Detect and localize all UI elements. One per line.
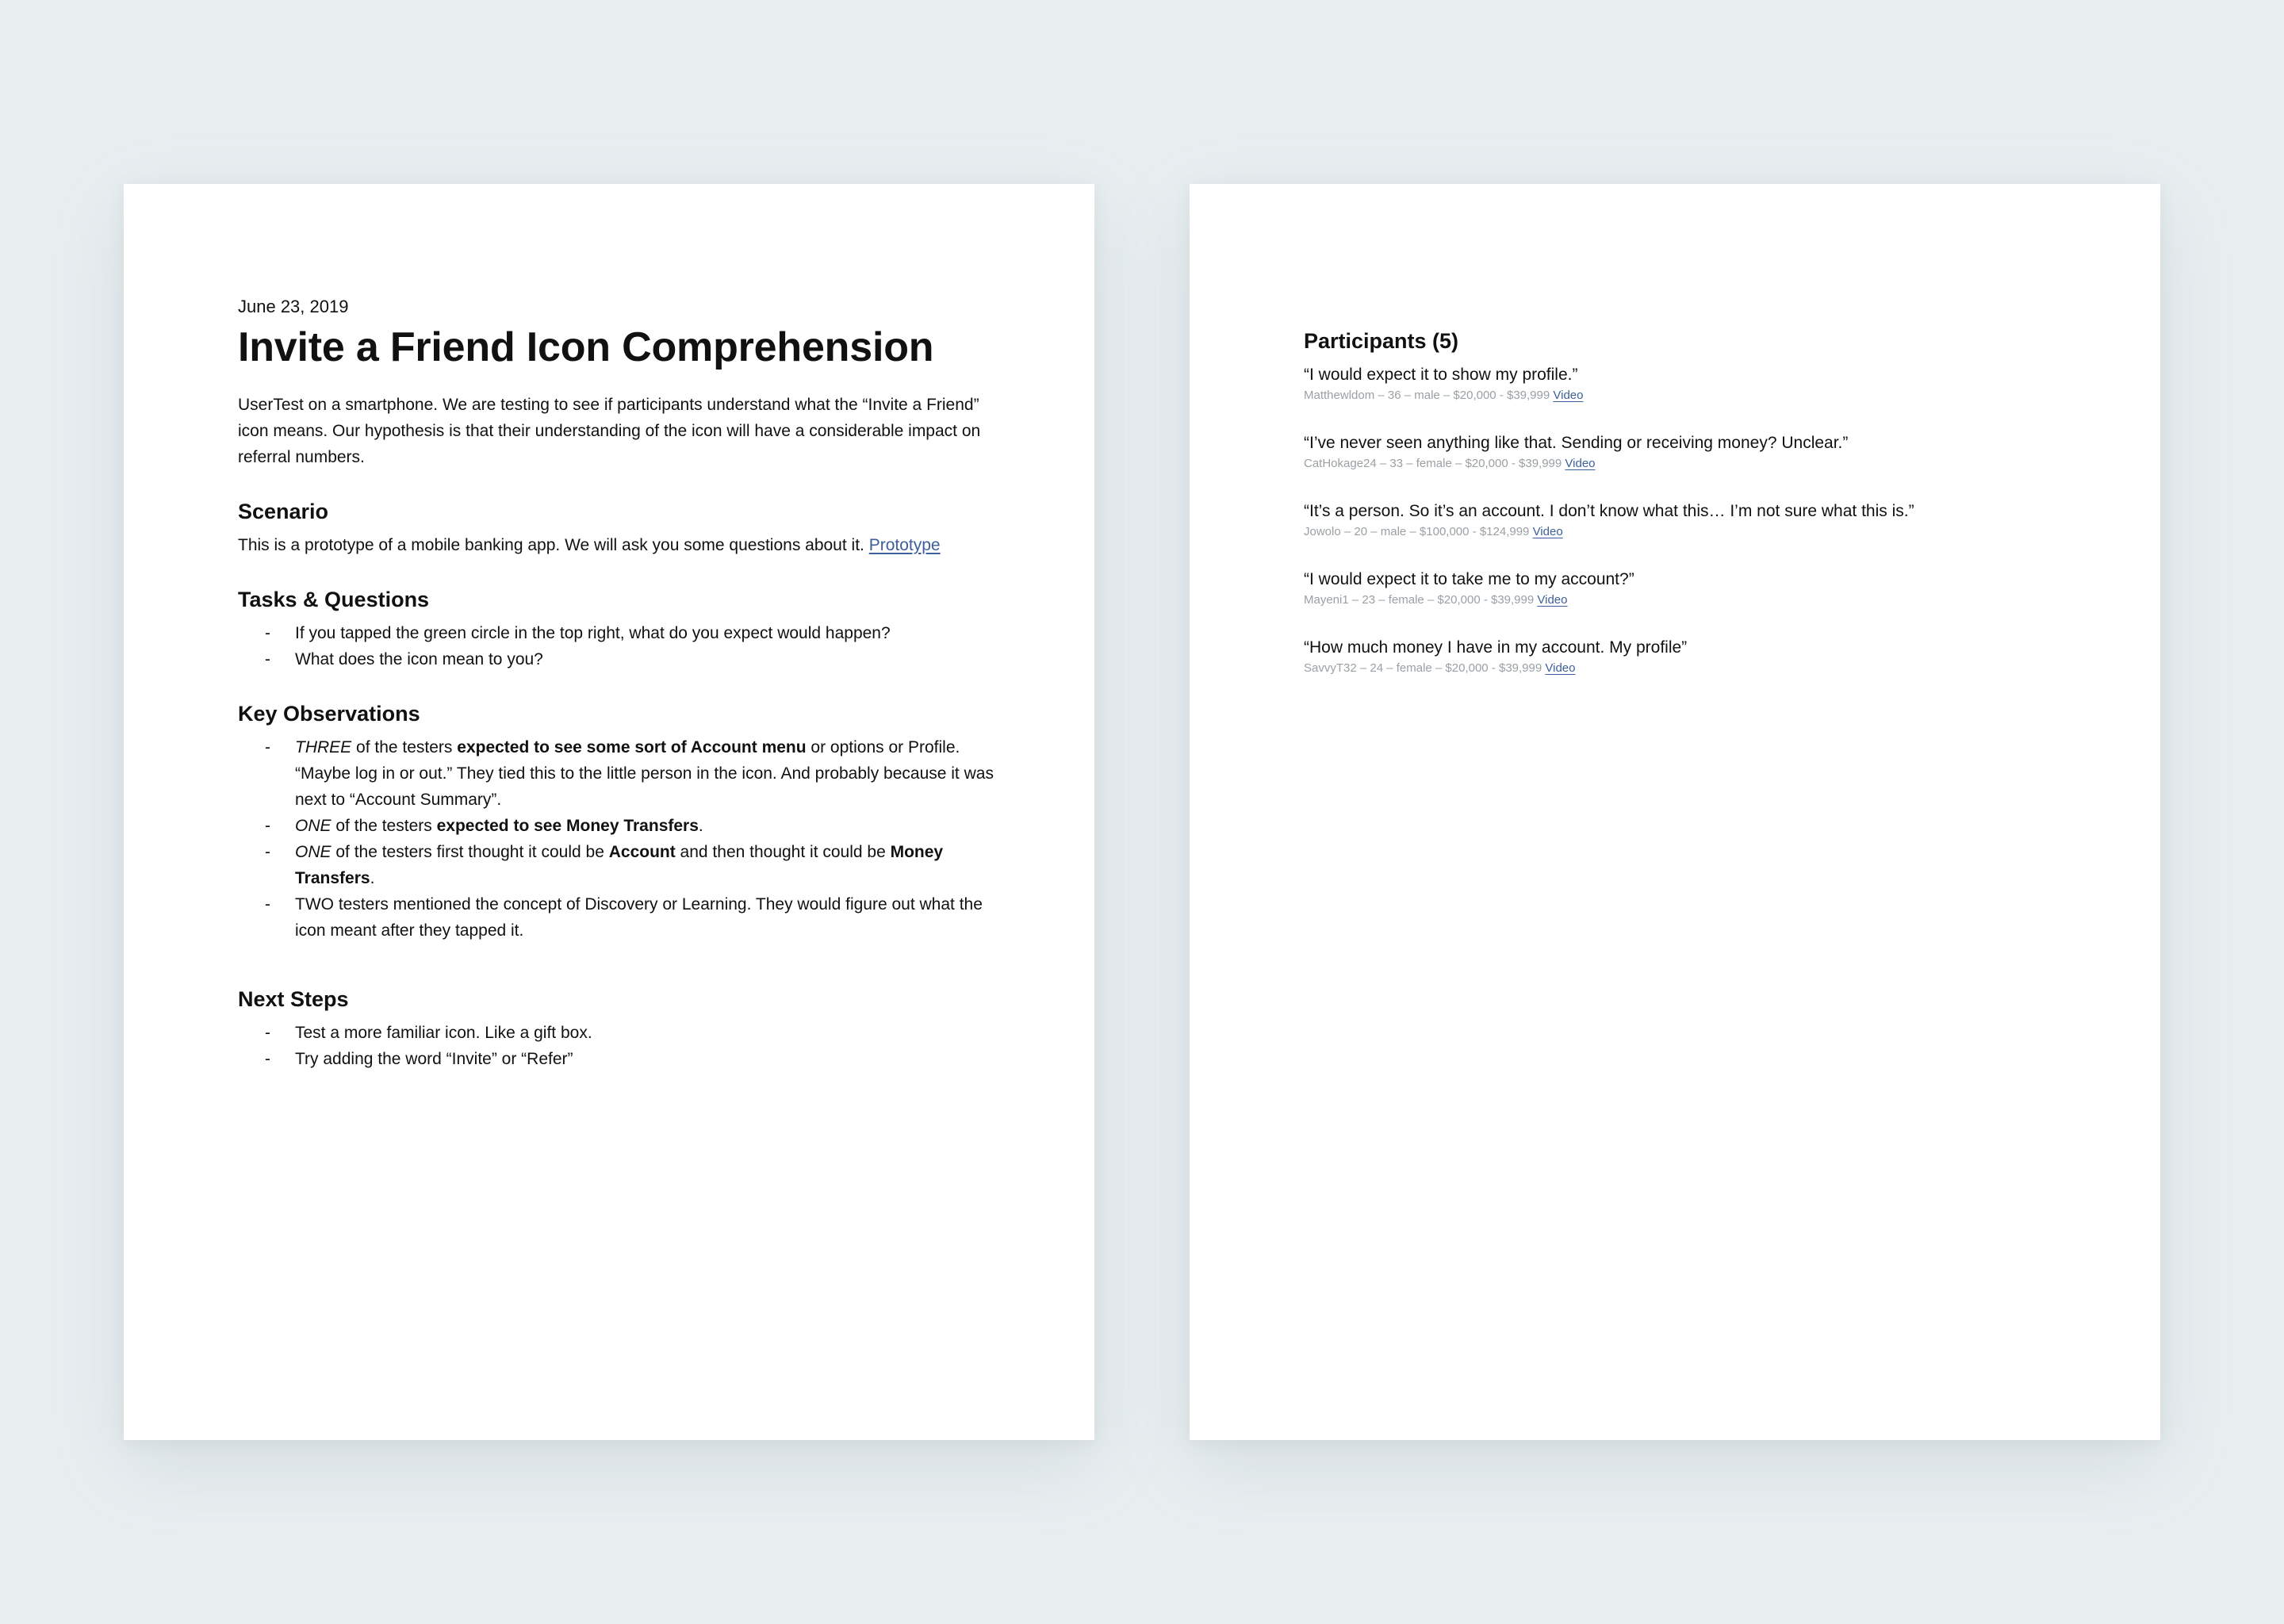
observation-highlight: Account (608, 843, 676, 861)
participant-quote: “I’ve never seen anything like that. Sending or receiving money? Unclear.” (1304, 434, 1849, 452)
participant-details: Mayeni1 – 23 – female – $20,000 - $39,999 (1304, 593, 1535, 607)
observation-highlight: expected to see Money Transfers (436, 817, 699, 835)
observation-highlight: Money Transfers (295, 843, 944, 887)
participants-content (1304, 327, 2065, 704)
observations-list (238, 734, 999, 944)
list-item (238, 813, 999, 839)
tasks-heading: Tasks & Questions (238, 588, 430, 611)
observation-count: ONE (295, 817, 331, 835)
observation-highlight: expected to see some sort of Account menu (457, 738, 807, 756)
observation-text: of the testers (331, 817, 437, 835)
next-steps-heading: Next Steps (238, 987, 349, 1011)
next-steps-section (238, 985, 999, 1072)
dash-bullet: - (265, 843, 270, 861)
observation-count: ONE (295, 843, 331, 861)
observation-text: of the testers first thought it could be (331, 843, 609, 861)
video-link[interactable]: Video (1532, 525, 1563, 538)
observation-text: or options or Profile. “Maybe log in or out.” They tied this to the little person in the icon. And probably because it was next to “Account Summary”. (295, 738, 994, 809)
video-link[interactable]: Video (1537, 593, 1568, 607)
intro-paragraph: UserTest on a smartphone. We are testing to see if participants understand what the “Invite a Friend” icon means. Our hypothesis is that their understanding of the icon will have a considerable impact on referral numbers. (238, 396, 981, 466)
participant-meta (1304, 523, 2065, 541)
scenario-text: This is a prototype of a mobile banking app. We will ask you some questions about it. (238, 536, 864, 554)
document-date: June 23, 2019 (238, 297, 349, 316)
video-link[interactable]: Video (1553, 389, 1584, 402)
scenario-section (238, 497, 999, 558)
scenario-paragraph (238, 532, 999, 558)
participant-entry (1304, 363, 2065, 404)
video-link[interactable]: Video (1565, 457, 1596, 470)
participant-entry (1304, 568, 2065, 609)
observations-heading: Key Observations (238, 702, 420, 726)
list-item (238, 1046, 999, 1072)
participant-entry (1304, 431, 2065, 473)
dash-bullet: - (265, 817, 270, 835)
next-step-text: Try adding the word “Invite” or “Refer” (295, 1050, 573, 1068)
list-item (238, 839, 999, 891)
observation-text: . (698, 817, 703, 835)
document-title: Invite a Friend Icon Comprehension (238, 324, 934, 370)
observation-text: . (370, 869, 375, 887)
participant-entry (1304, 500, 2065, 541)
task-text: If you tapped the green circle in the top right, what do you expect would happen? (295, 624, 891, 642)
scenario-heading: Scenario (238, 500, 329, 523)
participant-entry (1304, 636, 2065, 677)
participant-meta (1304, 387, 2065, 404)
participant-quote: “I would expect it to show my profile.” (1304, 366, 1578, 384)
participant-quote: “How much money I have in my account. My profile” (1304, 638, 1688, 657)
participant-quote: “It’s a person. So it’s an account. I don’t know what this… I’m not sure what this is.” (1304, 502, 1914, 520)
participant-details: Matthewldom – 36 – male – $20,000 - $39,999 (1304, 389, 1550, 402)
dash-bullet: - (265, 1024, 270, 1042)
list-item (238, 646, 999, 672)
list-item (238, 891, 999, 944)
task-text: What does the icon mean to you? (295, 650, 543, 668)
observation-count: THREE (295, 738, 352, 756)
list-item (238, 734, 999, 813)
dash-bullet: - (265, 895, 270, 914)
participant-details: SavvyT32 – 24 – female – $20,000 - $39,999 (1304, 661, 1542, 675)
list-item (238, 620, 999, 646)
next-step-text: Test a more familiar icon. Like a gift box. (295, 1024, 592, 1042)
list-item (238, 1020, 999, 1046)
dash-bullet: - (265, 650, 270, 668)
participant-meta (1304, 660, 2065, 677)
observations-section (238, 699, 999, 944)
participant-meta (1304, 592, 2065, 609)
participant-details: Jowolo – 20 – male – $100,000 - $124,999 (1304, 525, 1530, 538)
participant-quote: “I would expect it to take me to my account?” (1304, 570, 1634, 588)
dash-bullet: - (265, 1050, 270, 1068)
next-steps-list (238, 1020, 999, 1072)
document-content (238, 295, 999, 1072)
document-page-left (124, 184, 1094, 1440)
prototype-link[interactable]: Prototype (868, 536, 941, 554)
dash-bullet: - (265, 624, 270, 642)
observation-text: of the testers (351, 738, 458, 756)
participants-heading: Participants (5) (1304, 329, 1459, 353)
observation-text: TWO testers mentioned the concept of Discovery or Learning. They would figure out what the icon meant after they tapped it. (295, 895, 983, 940)
dash-bullet: - (265, 738, 270, 756)
tasks-list (238, 620, 999, 672)
participant-details: CatHokage24 – 33 – female – $20,000 - $39,999 (1304, 457, 1562, 470)
participant-meta (1304, 455, 2065, 473)
observation-text: and then thought it could be (675, 843, 891, 861)
tasks-section (238, 585, 999, 672)
video-link[interactable]: Video (1545, 661, 1576, 675)
document-page-right (1190, 184, 2160, 1440)
